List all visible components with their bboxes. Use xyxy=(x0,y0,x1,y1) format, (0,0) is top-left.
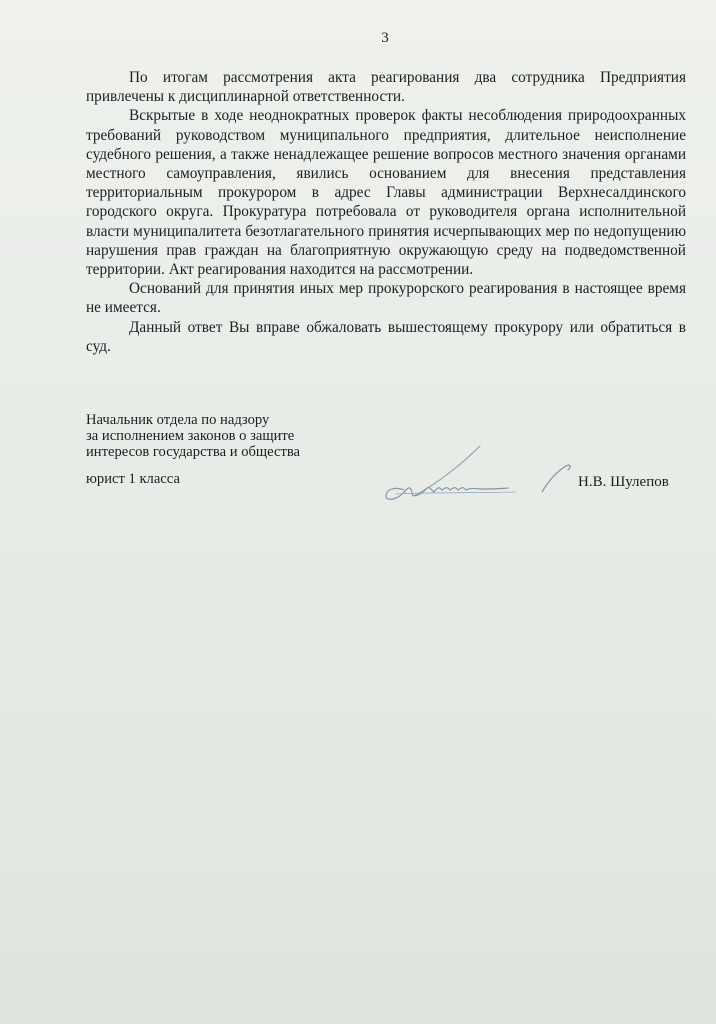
paragraph-disciplinary: По итогам рассмотрения акта реагирования два сотрудника Предприятия привлечены к дисциплинарной ответственности. xyxy=(86,69,686,106)
signatory-position xyxy=(86,412,300,461)
letter-body xyxy=(86,68,686,356)
handwritten-signature xyxy=(376,438,576,508)
paragraph-no-other-measures: Оснований для принятия иных мер прокурорского реагирования в настоящее время не имеется. xyxy=(86,280,686,317)
paragraph-appeal: Данный ответ Вы вправе обжаловать вышестоящему прокурору или обратиться в суд. xyxy=(86,318,686,355)
paragraph-violations: Вскрытые в ходе неоднократных проверок факты несоблюдения природоохранных требований руководством муниципального предприятия, длительное неисполнение судебного решения, а также ненадлежащее решение вопросов местного значения органами местного самоуправления, явились основанием для внесения представления территориальным прокурором в адрес Главы администрации Верхнесалдинского городского округа. Прокуратура потребовала от руководителя органа исполнительной власти муниципалитета безотлагательного принятия исчерпывающих мер по недопущению нарушения прав граждан на благоприятную окружающую среду на подведомственной территории. Акт реагирования находится на рассмотрении. xyxy=(86,107,686,279)
position-line-2: за исполнением законов о защите xyxy=(86,428,295,445)
signatory-rank: юрист 1 класса xyxy=(86,471,180,487)
page-number: 3 xyxy=(381,30,389,46)
signatory-name: Н.В. Шулепов xyxy=(578,474,669,490)
position-line-1: Начальник отдела по надзору xyxy=(86,412,270,428)
position-line-3: интересов государства и общества xyxy=(86,444,301,461)
